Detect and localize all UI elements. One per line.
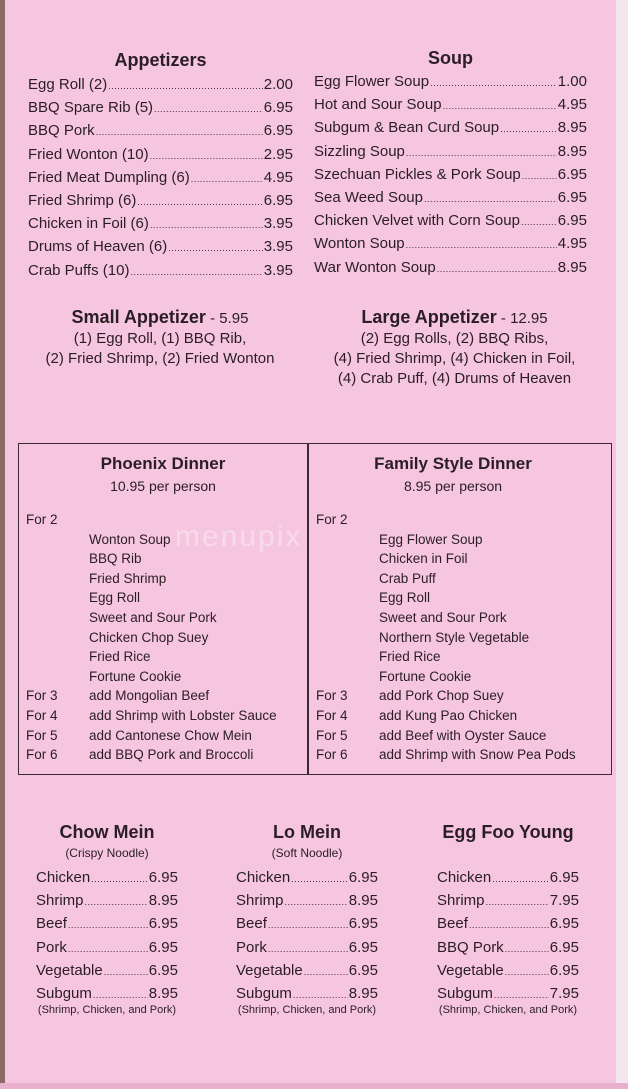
item-price: 8.95 [557, 142, 587, 160]
item-price: 3.95 [263, 215, 293, 233]
item-price: 8.95 [148, 985, 178, 1003]
small-appetizer-line: (2) Fried Shrimp, (2) Fried Wonton [45, 350, 275, 367]
dinner-item: add Kung Pao Chicken [379, 708, 518, 723]
dot-leader [505, 937, 549, 960]
large-appetizer-title: Large Appetizer [361, 307, 497, 327]
menu-item [437, 983, 579, 1006]
item-price: 8.95 [148, 892, 178, 910]
dot-leader [521, 210, 557, 233]
menu-item [36, 960, 178, 983]
dinner-item: Fortune Cookie [379, 668, 472, 684]
dot-leader [108, 74, 263, 97]
item-name: Chicken [437, 869, 492, 886]
dot-leader [130, 260, 262, 283]
item-price: 6.95 [148, 961, 178, 979]
item-name: Shrimp [437, 892, 485, 910]
item-price: 2.00 [263, 76, 293, 93]
menu-item [437, 890, 579, 913]
item-name: Sea Weed Soup [314, 189, 423, 207]
dinner-item: Chicken in Foil [379, 551, 468, 567]
item-price: 6.95 [549, 961, 579, 979]
menu-item [36, 913, 178, 936]
menu-item [28, 97, 293, 120]
dinner-item: Fried Rice [379, 649, 441, 665]
dinner-item: Fortune Cookie [89, 668, 182, 684]
appetizers-title: Appetizers [114, 50, 207, 70]
dinner-item: Wonton Soup [89, 531, 171, 547]
dinner-item: Egg Roll [379, 590, 431, 606]
item-name: Subgum [36, 985, 92, 1003]
item-price: 6.95 [148, 869, 178, 886]
appetizers-list [28, 74, 293, 283]
noodle-section [24, 822, 190, 1016]
dot-leader [91, 867, 148, 890]
menu-item [236, 960, 378, 983]
item-price: 6.95 [348, 869, 378, 886]
item-name: Fried Wonton (10) [28, 145, 149, 163]
dinner-item: add BBQ Pork and Broccoli [89, 747, 254, 763]
menu-item [28, 236, 293, 259]
noodle-subtitle: (Crispy Noodle) [65, 846, 149, 860]
watermark: menupix [175, 520, 303, 553]
subgum-note: (Shrimp, Chicken, and Pork) [37, 1004, 177, 1017]
soup-list [314, 71, 587, 280]
menu-item [36, 937, 178, 960]
item-name: Egg Flower Soup [314, 73, 430, 90]
dinner-item: add Shrimp with Snow Pea Pods [379, 747, 576, 763]
family-dinner-title: Family Style Dinner [374, 454, 532, 473]
item-price: 4.95 [557, 96, 587, 114]
dot-leader [285, 890, 348, 913]
item-name: Vegetable [36, 961, 103, 979]
phoenix-dinner-title: Phoenix Dinner [100, 454, 226, 473]
dinner-item: add Pork Chop Suey [379, 688, 504, 704]
dinner-item: BBQ Rib [89, 551, 142, 567]
item-price: 8.95 [557, 258, 587, 276]
family-dinner-price: 8.95 per person [403, 478, 503, 494]
item-name: War Wonton Soup [314, 258, 436, 276]
menu-item [28, 190, 293, 213]
dot-leader [268, 913, 348, 936]
item-name: Subgum & Bean Curd Soup [314, 119, 500, 137]
item-name: Vegetable [236, 961, 303, 979]
item-price: 6.95 [348, 938, 378, 956]
party-size: For 3 [316, 688, 348, 704]
dot-leader [505, 960, 549, 983]
item-price: 6.95 [348, 915, 378, 933]
menu-item [437, 867, 579, 890]
soup-title: Soup [428, 48, 473, 68]
item-name: Sizzling Soup [314, 142, 405, 160]
dot-leader [424, 187, 557, 210]
item-name: Egg Roll (2) [28, 76, 108, 93]
item-name: Beef [437, 915, 468, 933]
phoenix-dinner [19, 444, 307, 774]
family-dinner [309, 444, 597, 774]
item-price: 6.95 [348, 961, 378, 979]
small-appetizer-price: - 5.95 [205, 310, 249, 327]
menu-item [314, 187, 587, 210]
menu-item [236, 937, 378, 960]
item-price: 7.95 [549, 892, 579, 910]
dot-leader [137, 190, 262, 213]
item-price: 1.00 [557, 73, 587, 90]
dot-leader [96, 120, 263, 143]
dot-leader [293, 983, 348, 1006]
menu-item [28, 120, 293, 143]
dot-leader [150, 144, 263, 167]
dot-leader [150, 213, 263, 236]
dot-leader [443, 94, 557, 117]
small-appetizer-line: (1) Egg Roll, (1) BBQ Rib, [73, 330, 247, 347]
item-name: Szechuan Pickles & Pork Soup [314, 165, 521, 183]
large-appetizer [302, 307, 607, 389]
item-name: Beef [36, 915, 67, 933]
party-size: For 5 [316, 727, 348, 743]
dot-leader [68, 913, 148, 936]
dot-leader [522, 164, 557, 187]
scan-edge-right [616, 0, 628, 1089]
menu-item [437, 960, 579, 983]
noodle-section-title: Lo Mein [273, 822, 341, 842]
menu-item [314, 257, 587, 280]
item-name: Crab Puffs (10) [28, 261, 130, 279]
subgum-note: (Shrimp, Chicken, and Pork) [237, 1004, 377, 1017]
item-name: Wonton Soup [314, 235, 405, 253]
menu-item [314, 71, 587, 94]
dinner-item: Sweet and Sour Pork [379, 610, 507, 625]
party-size: For 5 [26, 727, 58, 743]
noodle-section-title: Chow Mein [59, 822, 155, 842]
noodle-subtitle: (Soft Noodle) [271, 846, 343, 860]
subgum-note: (Shrimp, Chicken, and Pork) [438, 1004, 578, 1017]
menu-item [314, 210, 587, 233]
dinner-item: Fried Shrimp [89, 570, 167, 586]
item-name: Fried Meat Dumpling (6) [28, 168, 190, 186]
item-price: 6.95 [557, 212, 587, 230]
item-name: Shrimp [36, 892, 84, 910]
party-size: For 2 [26, 512, 58, 527]
large-appetizer-line: (2) Egg Rolls, (2) BBQ Ribs, [360, 330, 549, 347]
dinner-item: Fried Rice [89, 649, 151, 665]
menu-item [236, 983, 378, 1006]
item-price: 7.95 [549, 985, 579, 1003]
large-appetizer-line: (4) Crab Puff, (4) Drums of Heaven [337, 370, 572, 387]
item-name: Fried Shrimp (6) [28, 192, 137, 210]
noodle-section [224, 822, 390, 1016]
party-size: For 3 [26, 688, 58, 704]
phoenix-dinner-price: 10.95 per person [110, 478, 216, 494]
menu-item [28, 74, 293, 97]
item-price: 6.95 [263, 99, 293, 117]
item-price: 6.95 [549, 938, 579, 956]
item-name: Chicken [36, 869, 91, 886]
dot-leader [430, 71, 557, 94]
menu-item [314, 94, 587, 117]
dot-leader [93, 983, 148, 1006]
item-price: 6.95 [263, 122, 293, 140]
item-price: 8.95 [348, 892, 378, 910]
item-price: 2.95 [263, 145, 293, 163]
item-name: BBQ Pork [28, 122, 95, 140]
party-size: For 6 [26, 747, 58, 763]
noodle-subtitle [425, 843, 591, 863]
item-name: BBQ Spare Rib (5) [28, 99, 154, 117]
small-appetizer [20, 307, 300, 369]
noodle-section-title: Egg Foo Young [442, 822, 574, 842]
item-price: 8.95 [348, 985, 378, 1003]
dot-leader [406, 233, 557, 256]
dot-leader [68, 937, 148, 960]
menu-item [28, 260, 293, 283]
item-name: Chicken in Foil (6) [28, 215, 149, 233]
dinner-item: Chicken Chop Suey [89, 629, 209, 645]
menu-item [314, 141, 587, 164]
menu-item [236, 867, 378, 890]
dot-leader [154, 97, 263, 120]
item-name: BBQ Pork [437, 938, 504, 956]
item-price: 4.95 [557, 235, 587, 253]
dot-leader [469, 913, 549, 936]
dot-leader [268, 937, 348, 960]
party-size: For 2 [316, 512, 348, 527]
menu-item [236, 890, 378, 913]
menu-item [36, 983, 178, 1006]
item-name: Shrimp [236, 892, 284, 910]
noodle-section [425, 822, 591, 1016]
item-price: 3.95 [263, 238, 293, 256]
dinner-item: add Shrimp with Lobster Sauce [89, 708, 277, 723]
dot-leader [486, 890, 549, 913]
item-name: Pork [36, 938, 67, 956]
item-name: Chicken Velvet with Corn Soup [314, 212, 520, 230]
dot-leader [437, 257, 557, 280]
item-name: Vegetable [437, 961, 504, 979]
dot-leader [406, 141, 557, 164]
item-name: Chicken [236, 869, 291, 886]
dot-leader [291, 867, 348, 890]
item-name: Hot and Sour Soup [314, 96, 442, 114]
item-name: Pork [236, 938, 267, 956]
dot-leader [500, 117, 557, 140]
item-price: 6.95 [263, 192, 293, 210]
dinner-item: Egg Flower Soup [379, 531, 483, 547]
item-price: 6.95 [557, 189, 587, 207]
item-price: 4.95 [263, 168, 293, 186]
item-name: Subgum [437, 985, 493, 1003]
dinner-item: Crab Puff [379, 570, 436, 586]
menu-item [36, 867, 178, 890]
menu-item [28, 167, 293, 190]
item-price: 6.95 [549, 869, 579, 886]
dinner-item: add Beef with Oyster Sauce [379, 727, 547, 743]
party-size: For 4 [316, 708, 348, 723]
item-price: 6.95 [549, 915, 579, 933]
dinner-item: Egg Roll [89, 590, 141, 606]
dot-leader [168, 236, 263, 259]
item-name: Beef [236, 915, 267, 933]
dot-leader [104, 960, 148, 983]
item-price: 8.95 [557, 119, 587, 137]
dinner-box [18, 443, 612, 775]
dot-leader [494, 983, 549, 1006]
dot-leader [492, 867, 549, 890]
menu-item [314, 117, 587, 140]
small-appetizer-title: Small Appetizer [71, 307, 206, 327]
item-name: Drums of Heaven (6) [28, 238, 168, 256]
large-appetizer-line: (4) Fried Shrimp, (4) Chicken in Foil, [333, 350, 576, 367]
item-price: 3.95 [263, 261, 293, 279]
dinner-item: Sweet and Sour Pork [89, 610, 217, 625]
dinner-item: add Cantonese Chow Mein [89, 727, 252, 743]
menu-item [28, 213, 293, 236]
party-size: For 6 [316, 747, 348, 763]
menu-item [437, 913, 579, 936]
scan-edge-left [0, 0, 5, 1089]
dot-leader [191, 167, 263, 190]
item-name: Subgum [236, 985, 292, 1003]
item-price: 6.95 [148, 938, 178, 956]
party-size: For 4 [26, 708, 58, 723]
dot-leader [85, 890, 148, 913]
dinner-item: Northern Style Vegetable [379, 629, 530, 645]
menu-item [437, 937, 579, 960]
large-appetizer-price: - 12.95 [496, 310, 548, 327]
item-price: 6.95 [557, 165, 587, 183]
item-price: 6.95 [148, 915, 178, 933]
scan-edge-bottom [0, 1083, 628, 1089]
menu-item [28, 144, 293, 167]
menu-item [236, 913, 378, 936]
menu-item [314, 164, 587, 187]
dinner-item: add Mongolian Beef [89, 688, 210, 704]
menu-item [314, 233, 587, 256]
dot-leader [304, 960, 348, 983]
menu-item [36, 890, 178, 913]
